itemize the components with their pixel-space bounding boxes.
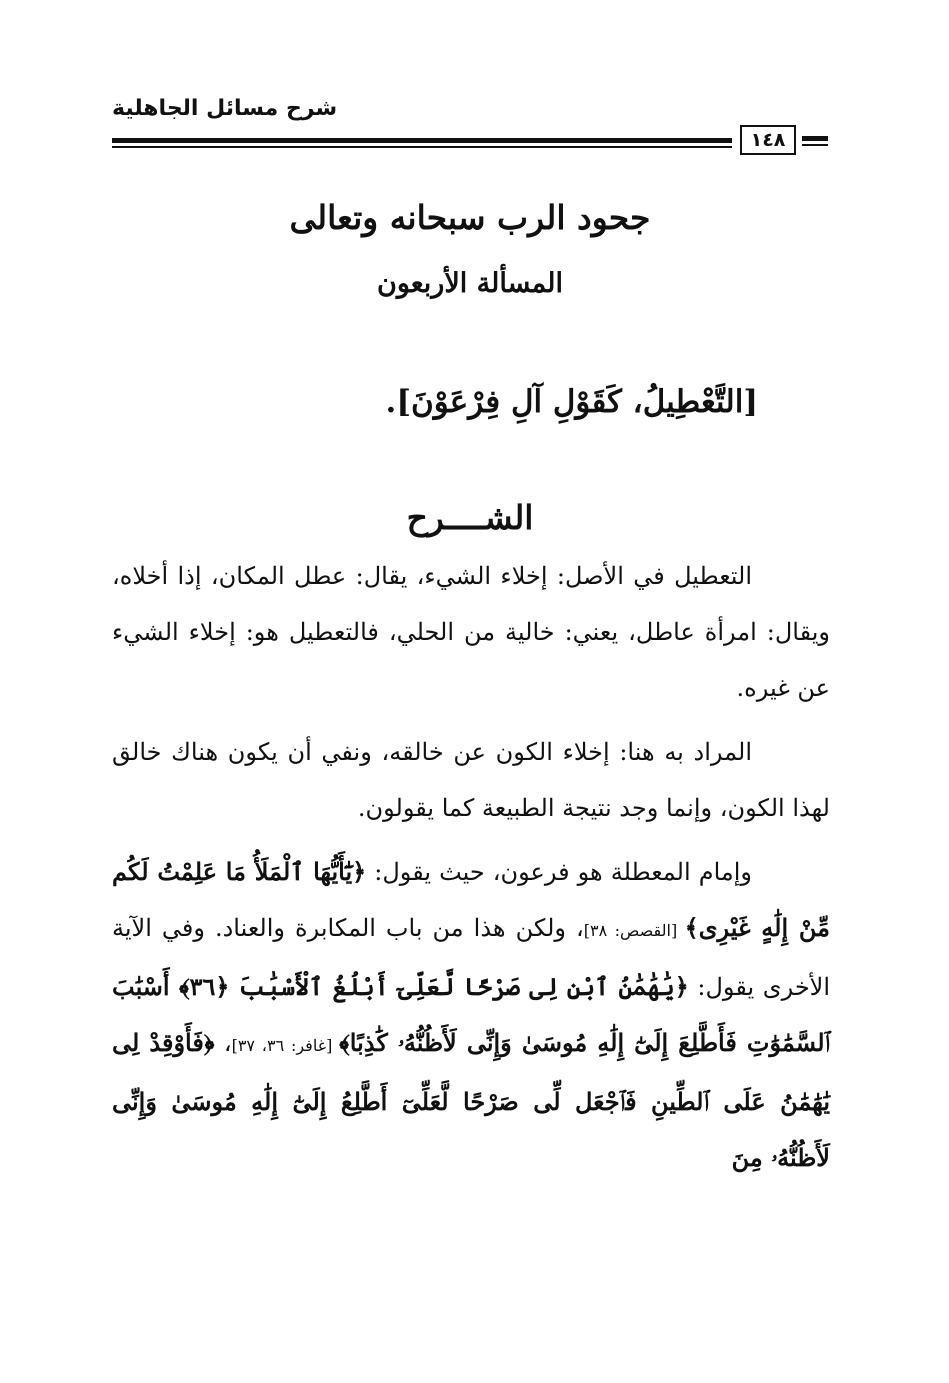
paragraph-2: المراد به هنا: إخلاء الكون عن خالقه، ونفي أن يكون هناك خالق لهذا الكون، وإنما وجد نتيجة الطبيعة كما يقولون.: [112, 738, 830, 822]
running-header-title: شرح مسائل الجاهلية: [112, 96, 338, 121]
quran-verse-1: ﴿يَٰٓأَيُّهَا ٱلْمَلَأُ مَا عَلِمْتُ لَكُم مِّنْ إِلَٰهٍ غَيْرِى﴾: [112, 857, 830, 942]
page-number: ١٤٨: [740, 125, 796, 155]
chapter-title: جحود الرب سبحانه وتعالى: [289, 198, 651, 237]
paragraph-1: التعطيل في الأصل: إخلاء الشيء، يقال: عطل المكان، إذا أخلاه، ويقال: امرأة عاطل، يعني: خالية من الحلي، فالتعطيل هو: إخلاء الشيء عن غيره.: [112, 562, 830, 702]
paragraph-3-middle: ، ولكن هذا من باب المكابرة والعناد. وفي الآية الأخرى يقول:: [112, 914, 831, 1001]
paragraph-3-intro: وإمام المعطلة هو فرعون، حيث يقول:: [366, 858, 752, 886]
paragraph-3: [112, 844, 830, 1186]
verse-reference-2: [غافر: ٣٦، ٣٧]: [231, 1036, 340, 1055]
commentary-body: [112, 548, 830, 1194]
matn-text: [التَّعْطِيلُ، كَقَوْلِ آلِ فِرْعَوْنَ].: [385, 384, 758, 420]
header-rule: [112, 138, 732, 148]
verse-reference-1: [القصص: ٣٨]: [583, 921, 685, 940]
quran-verse-2: ﴿يَٰهَٰمَٰنُ ٱبْنِ لِى صَرْحًا لَّعَلِّىٓ أَبْلُغُ ٱلْأَسْبَٰبَ ﴿٣٦﴾ أَسْبَٰبَ ٱلسَّمَٰوَٰتِ فَأَطَّلِعَ إِلَىٰٓ إِلَٰهِ مُوسَىٰ وَإِنِّى لَأَظُنُّهُۥ كَٰذِبًا﴾: [112, 972, 831, 1057]
header-rule-end: [802, 136, 828, 146]
sharh-heading: الشــــرح: [406, 498, 534, 537]
separator: ،: [214, 1029, 232, 1057]
chapter-subtitle: المسألة الأربعون: [376, 268, 563, 299]
quran-verse-3: ﴿فَأَوْقِدْ لِى يَٰهَٰمَٰنُ عَلَى ٱلطِّينِ فَٱجْعَل لِّى صَرْحًا لَّعَلِّىٓ أَطَّلِعُ إِلَىٰٓ إِلَٰهِ مُوسَىٰ وَإِنِّى لَأَظُنُّهُۥ مِنَ: [112, 1028, 830, 1172]
